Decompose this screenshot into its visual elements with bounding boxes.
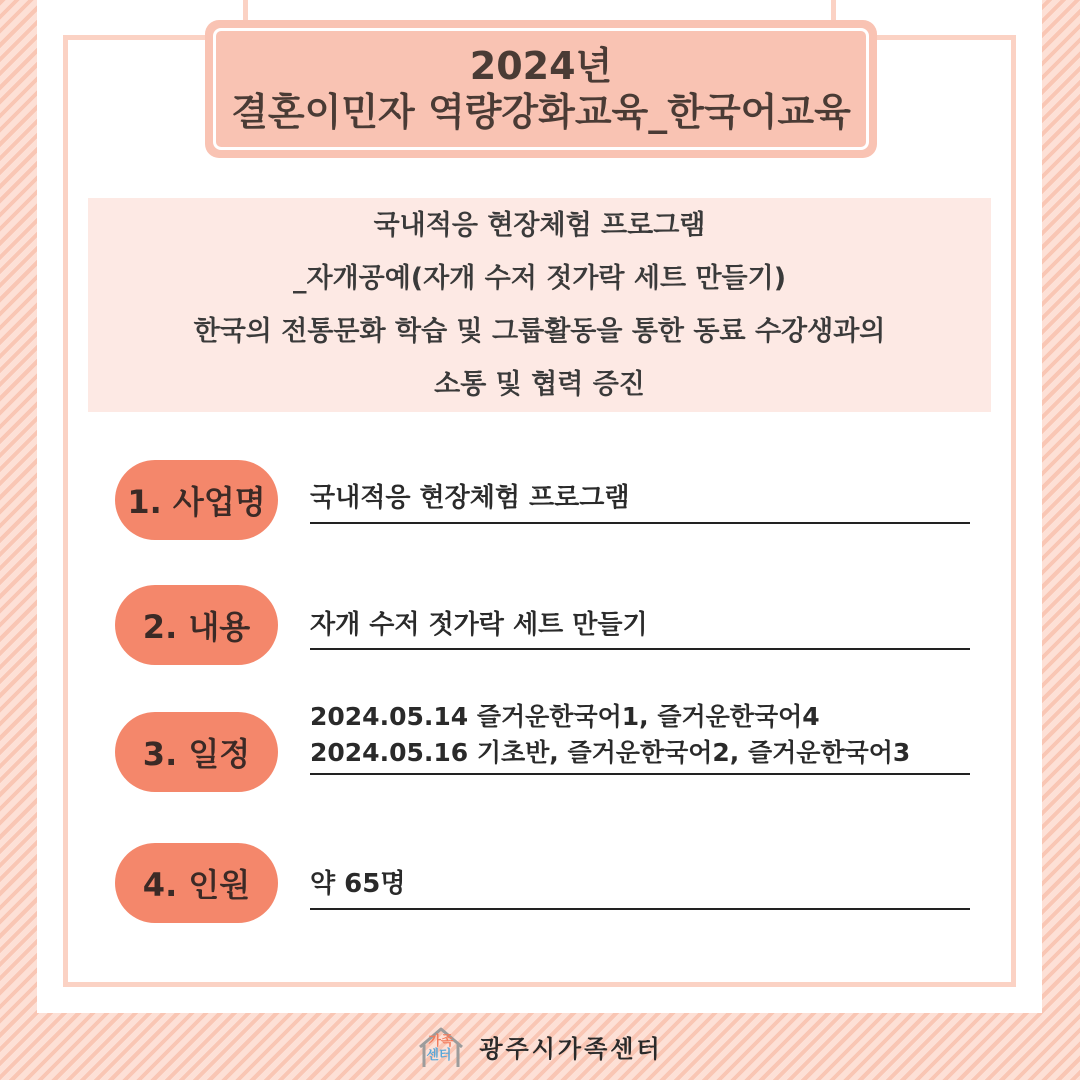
- title-main: 결혼이민자 역량강화교육_한국어교육: [231, 90, 851, 134]
- summary-line: 소통 및 협력 증진: [434, 369, 645, 400]
- value-line: 약 65명: [310, 869, 406, 899]
- title-box: [205, 20, 877, 158]
- value-headcount: [310, 864, 970, 910]
- title-year: 2024년: [469, 44, 613, 88]
- label-content: 2. 내용: [115, 585, 278, 665]
- summary-box: [88, 198, 991, 412]
- value-line: 국내적응 현장체험 프로그램: [310, 483, 630, 513]
- summary-line: _자개공예(자개 수저 젓가락 세트 만들기): [292, 263, 787, 294]
- value-line: 2024.05.14 즐거운한국어1, 즐거운한국어4: [310, 702, 820, 731]
- value-schedule: [310, 699, 970, 775]
- label-project-name: 1. 사업명: [115, 460, 278, 540]
- org-name: 광주시가족센터: [479, 1035, 663, 1063]
- logo-text-top: 가족: [428, 1033, 454, 1049]
- footer: [0, 1013, 1080, 1080]
- value-project-name: [310, 478, 970, 524]
- label-schedule: 3. 일정: [115, 712, 278, 792]
- title-inner: [213, 28, 869, 150]
- summary-line: 한국의 전통문화 학습 및 그룹활동을 통한 동료 수강생과의: [193, 316, 886, 347]
- value-line: 자개 수저 젓가락 세트 만들기: [310, 610, 648, 640]
- hanger-line-right: [831, 0, 836, 20]
- value-content: [310, 605, 970, 650]
- label-headcount: 4. 인원: [115, 843, 278, 923]
- value-line: 2024.05.16 기초반, 즐거운한국어2, 즐거운한국어3: [310, 738, 911, 767]
- hanger-line-left: [243, 0, 248, 20]
- logo-text-bottom: 센터: [426, 1047, 452, 1063]
- summary-line: 국내적응 현장체험 프로그램: [373, 210, 706, 241]
- house-logo-icon: [417, 1025, 465, 1069]
